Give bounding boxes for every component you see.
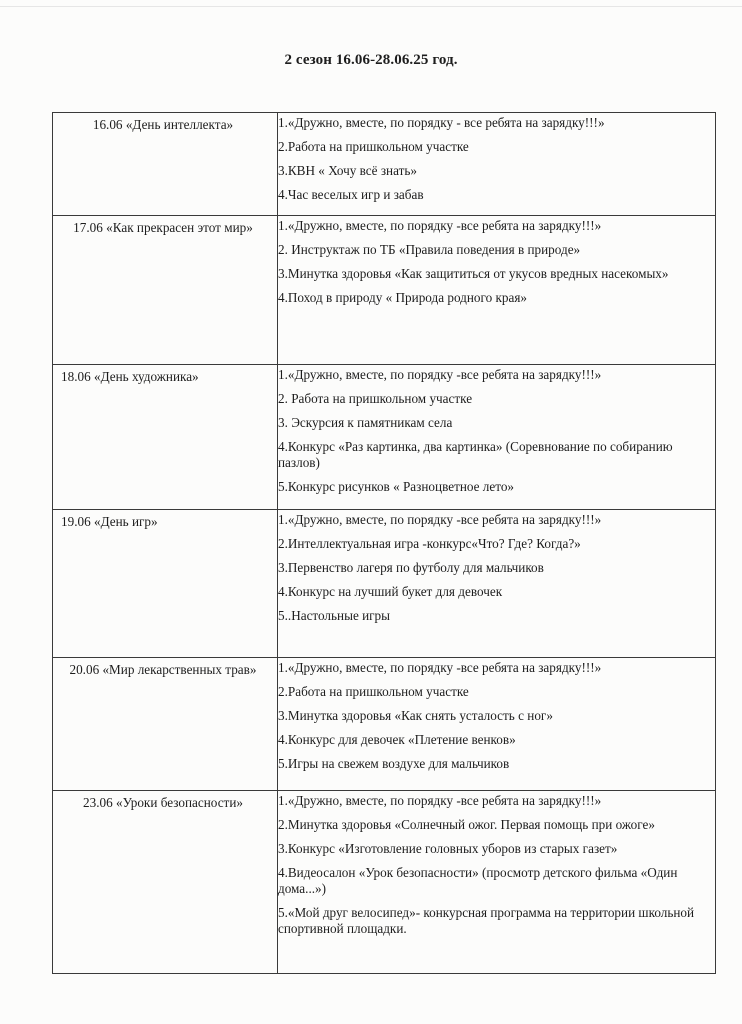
activity-item: 4.Конкурс «Раз картинка, два картинка» (Соревнование по собиранию пазлов) (278, 439, 673, 470)
table-row-6 (53, 791, 716, 974)
day-cell (53, 113, 278, 216)
activity-item: 1.«Дружно, вместе, по порядку -все ребята на зарядку!!!» (278, 218, 602, 233)
activity-item: 5.Конкурс рисунков « Разноцветное лето» (278, 479, 515, 494)
activities-cell (278, 791, 716, 974)
activities-cell (278, 113, 716, 216)
day-label: 17.06 «Как прекрасен этот мир» (73, 220, 253, 235)
activity-item: 2.Работа на пришкольном участке (278, 139, 469, 154)
activity-item: 3.КВН « Хочу всё знать» (278, 163, 417, 178)
day-label: 20.06 «Мир лекарственных трав» (69, 662, 257, 677)
table-row-5 (53, 658, 716, 791)
day-cell (53, 791, 278, 974)
activities-cell (278, 510, 716, 658)
table-row-3 (53, 365, 716, 510)
activity-item: 2.Интеллектуальная игра -конкурс«Что? Где? Когда?» (278, 536, 581, 551)
activity-item: 3.Минутка здоровья «Как защититься от укусов вредных насекомых» (278, 266, 669, 281)
table-row-2 (53, 216, 716, 365)
activity-item: 3.Минутка здоровья «Как снять усталость с ног» (278, 708, 553, 723)
activity-item: 1.«Дружно, вместе, по порядку -все ребята на зарядку!!!» (278, 793, 602, 808)
activities-cell (278, 216, 716, 365)
activity-item: 5..Настольные игры (278, 608, 391, 623)
activity-item: 1.«Дружно, вместе, по порядку - все ребята на зарядку!!!» (278, 115, 605, 130)
day-label: 19.06 «День игр» (61, 514, 158, 529)
activity-item: 1.«Дружно, вместе, по порядку -все ребята на зарядку!!!» (278, 660, 602, 675)
activities-cell (278, 365, 716, 510)
activity-item: 2.Работа на пришкольном участке (278, 684, 469, 699)
activity-item: 4.Видеосалон «Урок безопасности» (просмотр детского фильма «Один дома...») (278, 865, 678, 896)
activity-item: 2. Инструктаж по ТБ «Правила поведения в природе» (278, 242, 581, 257)
day-cell (53, 658, 278, 791)
day-label: 23.06 «Уроки безопасности» (83, 795, 243, 810)
activity-item: 4.Поход в природу « Природа родного края» (278, 290, 528, 305)
activity-item: 2.Минутка здоровья «Солнечный ожог. Первая помощь при ожоге» (278, 817, 655, 832)
activity-item: 1.«Дружно, вместе, по порядку -все ребята на зарядку!!!» (278, 367, 602, 382)
activity-item: 2. Работа на пришкольном участке (278, 391, 473, 406)
activity-item: 5.Игры на свежем воздухе для мальчиков (278, 756, 510, 771)
schedule-table (52, 112, 716, 974)
activity-item: 4.Конкурс на лучший букет для девочек (278, 584, 503, 599)
day-label: 18.06 «День художника» (61, 369, 199, 384)
day-cell (53, 365, 278, 510)
activities-cell (278, 658, 716, 791)
activity-item: 4.Час веселых игр и забав (278, 187, 424, 202)
activity-item: 1.«Дружно, вместе, по порядку -все ребята на зарядку!!!» (278, 512, 602, 527)
activity-item: 3.Первенство лагеря по футболу для мальчиков (278, 560, 544, 575)
activity-item: 3.Конкурс «Изготовление головных уборов из старых газет» (278, 841, 618, 856)
activity-item: 4.Конкурс для девочек «Плетение венков» (278, 732, 516, 747)
scan-edge-line (0, 6, 742, 7)
page-title: 2 сезон 16.06-28.06.25 год. (284, 52, 458, 68)
activity-item: 3. Эскурсия к памятникам села (278, 415, 453, 430)
table-row-1 (53, 113, 716, 216)
day-cell (53, 510, 278, 658)
day-label: 16.06 «День интеллекта» (92, 117, 234, 132)
table-row-4 (53, 510, 716, 658)
activity-item: 5.«Мой друг велосипед»- конкурсная программа на территории школьной спортивной площадки. (278, 905, 695, 936)
day-cell (53, 216, 278, 365)
